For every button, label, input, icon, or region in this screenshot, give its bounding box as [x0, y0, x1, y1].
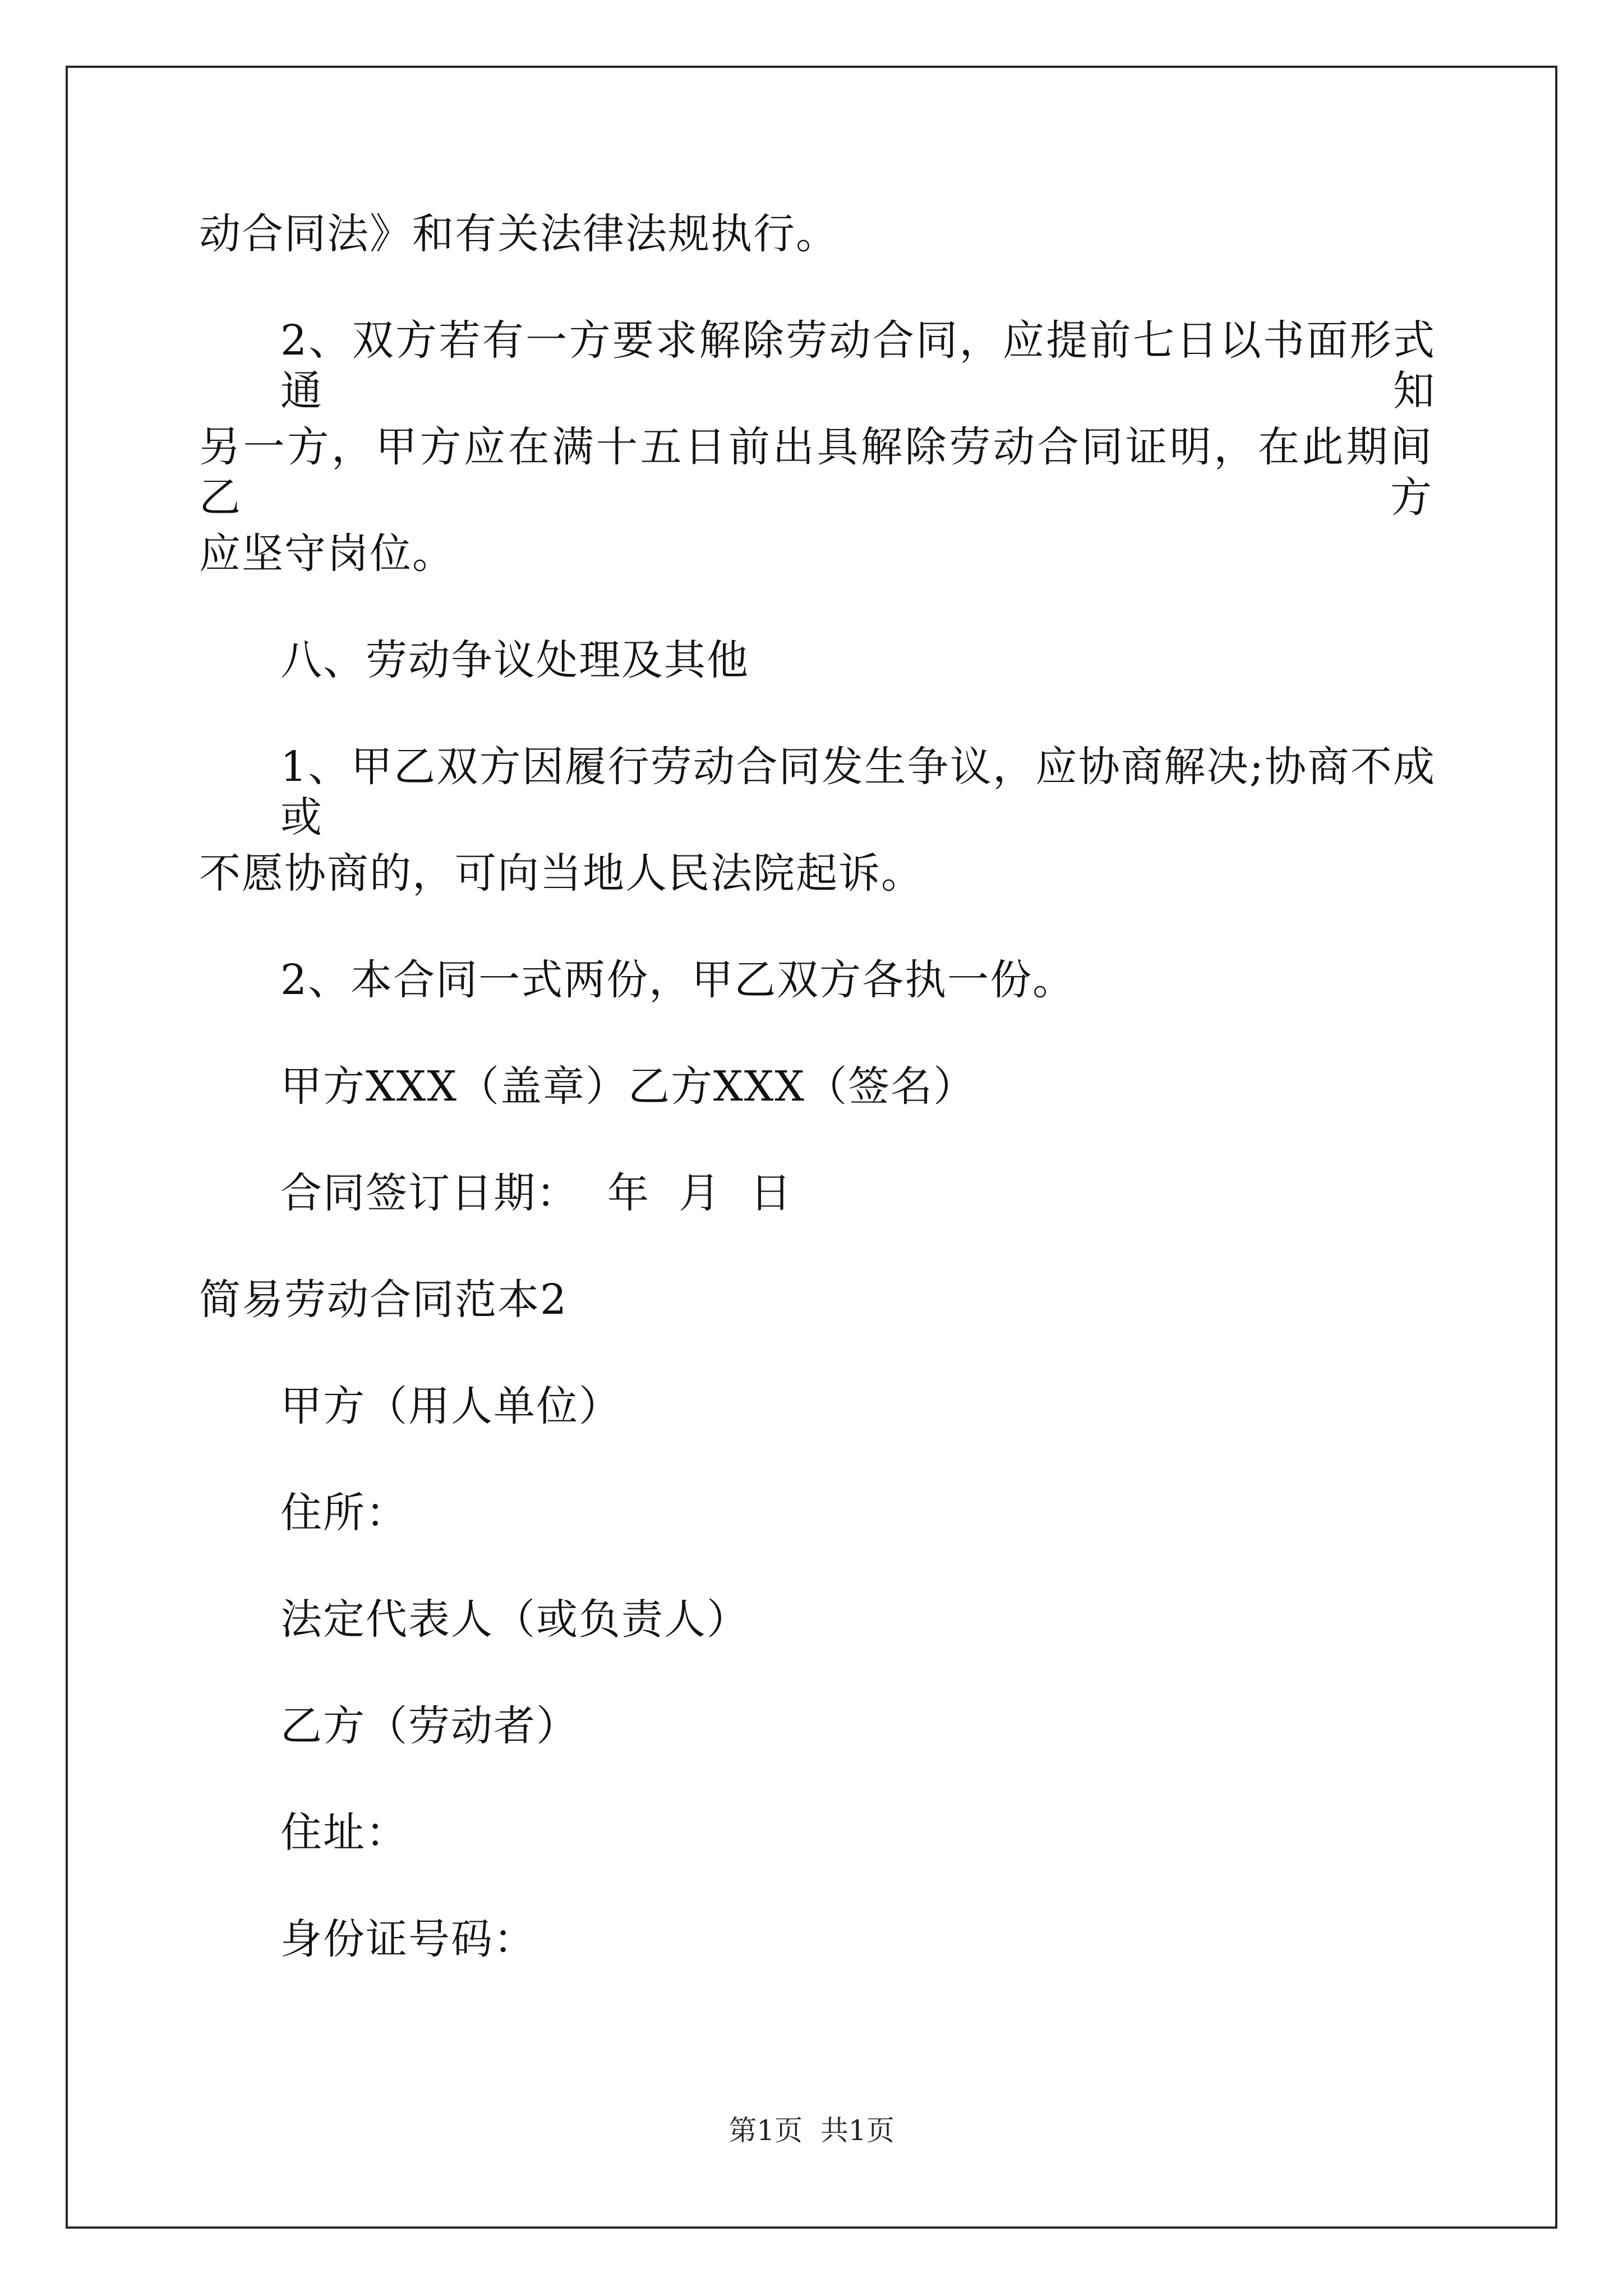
text-line: 1、甲乙双方因履行劳动合同发生争议，应协商解决;协商不成或	[280, 743, 1436, 841]
text-line: 2、本合同一式两份，甲乙双方各执一份。	[280, 956, 1076, 1004]
text-line: 2、双方若有一方要求解除劳动合同，应提前七日以书面形式通知	[280, 316, 1436, 415]
text-line: 乙方（劳动者）	[280, 1702, 579, 1750]
document-title: 简易劳动合同范本2	[199, 1276, 568, 1324]
text-line: 应坚守岗位。	[199, 530, 455, 578]
text-line: 住所：	[280, 1489, 408, 1537]
text-line: 另一方，甲方应在满十五日前出具解除劳动合同证明，在此期间乙方	[199, 423, 1433, 522]
text-line: 身份证号码：	[280, 1915, 536, 1963]
section-heading: 八、劳动争议处理及其他	[280, 636, 749, 684]
text-line: 甲方（用人单位）	[280, 1382, 621, 1430]
signature-line: 甲方XXX（盖章）乙方XXX（签名）	[280, 1062, 976, 1111]
text-line: 法定代表人（或负责人）	[280, 1595, 749, 1644]
date-line: 合同签订日期： 年 月 日	[280, 1169, 793, 1217]
text-line: 动合同法》和有关法律法规执行。	[199, 210, 838, 258]
text-line: 住址：	[280, 1809, 408, 1857]
page-footer: 第1页 共1页	[728, 2114, 895, 2147]
text-line: 不愿协商的，可向当地人民法院起诉。	[199, 849, 924, 898]
